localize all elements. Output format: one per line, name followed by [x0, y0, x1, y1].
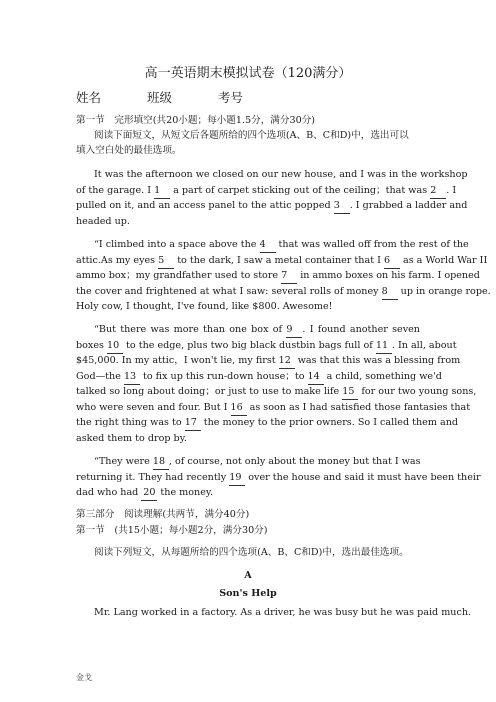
text-line: 阅读下面短文，从短文后各题所给的四个选项(A、B、C和D)中，选出可以	[94, 130, 409, 141]
exam-title: 高一英语期末模拟试卷（120满分）	[144, 66, 352, 81]
blank-number: 6	[384, 253, 400, 269]
text-line: Son's Help	[219, 588, 277, 599]
text-line: pulled on it, and an access panel to the attic popped 3 . I grabbed a ladder and	[76, 198, 420, 214]
text-line: Mr. Lang worked in a factory. As a driver, he was busy but he was paid much.	[94, 607, 472, 618]
text-line: 填入空白处的最佳选项。	[76, 145, 182, 156]
text-line: boxes 10 to the edge, plus two big black dustbin bags full of 11 . In all, about	[76, 338, 420, 354]
class-label: 班级	[147, 90, 173, 105]
text-line: “They were 18 , of course, not only about the money but that I was	[76, 454, 420, 470]
text-line: 第一节 完形填空(共20小题；每小题1.5分，满分30分)	[76, 115, 316, 126]
text-line: God—the 13 to fix up this run-down house；to 14 a child, something we'd	[76, 369, 420, 385]
name-label: 姓名	[76, 90, 102, 105]
blank-number: 7	[281, 268, 297, 284]
blank-number: 12	[279, 353, 295, 369]
blank-number: 11	[376, 338, 392, 354]
text-line: the cover and frightened at what I saw: several rolls of money 8 up in orange rope.	[76, 284, 420, 300]
blank-number: 19	[229, 470, 245, 486]
blank-number: 3	[334, 198, 350, 214]
text-line: attic.As my eyes 5 to the dark, I saw a metal container that I 6 as a World War II	[76, 253, 420, 269]
blank-number: 20	[141, 485, 157, 501]
text-line: who were seven and four. But I 16 as soon as I had satisfied those fantasies that	[76, 400, 420, 416]
text-line: headed up.	[76, 216, 130, 227]
text-line: asked them to drop by.	[76, 433, 187, 444]
blank-number: 4	[260, 237, 276, 253]
text-line: Holy cow, I thought, I've found, like $800. Awesome!	[76, 301, 333, 312]
page-footer: 金戈	[76, 673, 92, 682]
blank-number: 9	[286, 322, 302, 338]
text-line: dad who had 20 the money.	[76, 485, 420, 501]
text-line: “I climbed into a space above the 4 that was walled off from the rest of the	[76, 237, 420, 253]
text-line: A	[244, 570, 252, 581]
text-line: “But there was more than one box of 9 . I found another seven	[76, 322, 420, 338]
text-line: talked so long about doing；or just to use to make life 15 for our two young sons,	[76, 384, 420, 400]
blank-number: 15	[342, 384, 358, 400]
text-line: 第三部分 阅读理解(共两节，满分40分)	[76, 509, 250, 520]
blank-number: 5	[158, 253, 174, 269]
student-info-row	[76, 88, 285, 106]
blank-number: 8	[382, 284, 398, 300]
blank-number: 2	[430, 183, 446, 199]
text-line: $45,000. In my attic，I won't lie, my first 12 was that this was a blessing from	[76, 353, 420, 369]
text-line: of the garage. I 1 a part of carpet sticking out of the ceiling；that was 2 . I	[76, 183, 420, 199]
text-line: the right thing was to 17 the money to the prior owners. So I called them and	[76, 415, 420, 431]
blank-number: 17	[185, 415, 201, 431]
blank-number: 1	[154, 183, 170, 199]
exam-number-label: 考号	[218, 90, 244, 105]
blank-number: 14	[308, 369, 324, 385]
text-line: returning it. They had recently 19 over the house and said it must have been their	[76, 470, 420, 486]
text-line: 第一节 (共15小题；每小题2分，满分30分)	[76, 525, 268, 536]
blank-number: 10	[107, 338, 123, 354]
text-line: It was the afternoon we closed on our new house, and I was in the workshop	[94, 169, 468, 180]
text-line: ammo box；my grandfather used to store 7 in ammo boxes on his farm. I opened	[76, 268, 420, 284]
text-line: 阅读下列短文，从每题所给的四个选项(A、B、C和D)中，选出最佳选项。	[94, 547, 409, 558]
blank-number: 18	[153, 454, 169, 470]
blank-number: 13	[124, 369, 140, 385]
blank-number: 16	[231, 400, 247, 416]
